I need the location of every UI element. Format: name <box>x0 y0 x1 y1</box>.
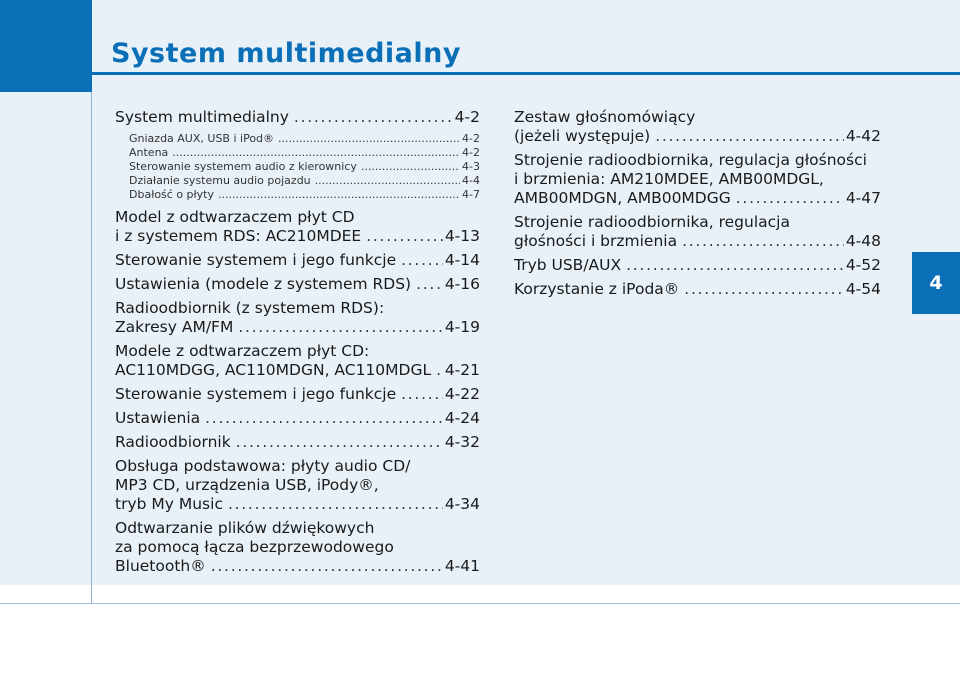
toc-entry-text: Radioodbiornik <box>115 433 231 451</box>
toc-entry-text: Radioodbiornik (z systemem RDS): <box>115 299 385 317</box>
toc-subentry[interactable] <box>129 146 480 160</box>
toc-page-number: 4-7 <box>462 188 480 201</box>
toc-leader-dots <box>436 361 443 380</box>
toc-subentry-text: Dbałość o płyty <box>129 188 214 201</box>
toc-entry-line <box>115 538 480 557</box>
toc-entry[interactable] <box>115 519 480 576</box>
toc-page-number: 4-16 <box>444 275 480 293</box>
toc-entry[interactable] <box>514 280 881 299</box>
toc-entry-line <box>514 127 881 146</box>
toc-entry[interactable] <box>514 108 881 146</box>
toc-page-number: 4-54 <box>845 280 881 298</box>
toc-page-number: 4-14 <box>444 251 480 269</box>
toc-leader-dots <box>315 174 460 188</box>
toc-leader-dots <box>278 132 460 146</box>
toc-entry-line <box>115 299 480 318</box>
toc-leader-dots <box>236 433 443 452</box>
toc-entry-text: za pomocą łącza bezprzewodowego <box>115 538 394 556</box>
toc-entry-text: Bluetooth® <box>115 557 206 575</box>
toc-leader-dots <box>205 409 443 428</box>
toc-entry-text: Sterowanie systemem i jego funkcje <box>115 251 397 269</box>
toc-leader-dots <box>366 227 443 246</box>
toc-leader-dots <box>401 251 443 270</box>
toc-entry-line <box>115 457 480 476</box>
toc-entry[interactable] <box>115 409 480 428</box>
toc-entry-line <box>514 213 881 232</box>
toc-page-number: 4-19 <box>444 318 480 336</box>
toc-entry-line <box>115 318 480 337</box>
toc-entry-text: Obsługa podstawowa: płyty audio CD/ <box>115 457 411 475</box>
toc-entry-text: Odtwarzanie plików dźwiękowych <box>115 519 375 537</box>
toc-page-number: 4-24 <box>444 409 480 427</box>
toc-entry-line <box>115 108 480 127</box>
toc-leader-dots <box>684 280 844 299</box>
toc-subentry[interactable] <box>129 174 480 188</box>
toc-subentry[interactable] <box>129 188 480 202</box>
title-underline <box>92 72 960 75</box>
toc-entry-line <box>115 361 480 380</box>
toc-entry-text: tryb My Music <box>115 495 223 513</box>
toc-subentries <box>129 132 480 202</box>
toc-leader-dots <box>218 188 460 202</box>
toc-leader-dots <box>736 189 844 208</box>
toc-entry-line <box>115 557 480 576</box>
toc-entry[interactable] <box>115 433 480 452</box>
toc-subentry-text: Działanie systemu audio pojazdu <box>129 174 311 187</box>
toc-page-number: 4-32 <box>444 433 480 451</box>
toc-entry-text: głośności i brzmienia <box>514 232 678 250</box>
toc-entry[interactable] <box>115 299 480 337</box>
toc-entry[interactable] <box>115 275 480 294</box>
toc-entry-line <box>115 409 480 428</box>
toc-entry-text: System multimedialny <box>115 108 289 126</box>
toc-entry-line <box>115 495 480 514</box>
toc-subentry-text: Antena <box>129 146 169 159</box>
toc-leader-dots <box>416 275 443 294</box>
toc-entry[interactable] <box>514 213 881 251</box>
toc-entry-text: MP3 CD, urządzenia USB, iPody®, <box>115 476 379 494</box>
toc-subentry[interactable] <box>129 132 480 146</box>
toc-left-column <box>115 108 480 581</box>
toc-page-number: 4-13 <box>444 227 480 245</box>
toc-entry[interactable] <box>115 342 480 380</box>
toc-entry-text: Ustawienia (modele z systemem RDS) <box>115 275 412 293</box>
toc-entry-text: i brzmienia: AM210MDEE, AMB00MDGL, <box>514 170 824 188</box>
toc-entry-line <box>514 170 881 189</box>
toc-entry-line <box>514 232 881 251</box>
toc-entry-line <box>115 433 480 452</box>
toc-entry-text: Model z odtwarzaczem płyt CD <box>115 208 355 226</box>
toc-entry-text: Zakresy AM/FM <box>115 318 234 336</box>
toc-entry-line <box>514 151 881 170</box>
toc-entry[interactable] <box>514 151 881 208</box>
toc-entry-line <box>115 251 480 270</box>
toc-page-number: 4-2 <box>462 146 480 159</box>
toc-right-column <box>514 108 881 304</box>
toc-subentry[interactable] <box>129 160 480 174</box>
toc-entry[interactable] <box>115 251 480 270</box>
toc-page-number: 4-2 <box>462 132 480 145</box>
toc-page-number: 4-21 <box>444 361 480 379</box>
toc-entry-text: Strojenie radioodbiornika, regulacja głośności <box>514 151 867 169</box>
toc-page-number: 4-47 <box>845 189 881 207</box>
toc-entry-text: AMB00MDGN, AMB00MDGG <box>514 189 731 207</box>
toc-entry-text: i z systemem RDS: AC210MDEE <box>115 227 362 245</box>
toc-entry[interactable] <box>115 208 480 246</box>
toc-entry-line <box>514 108 881 127</box>
toc-leader-dots <box>655 127 844 146</box>
toc-entry-line <box>514 280 881 299</box>
toc-subentry-text: Sterowanie systemem audio z kierownicy <box>129 160 357 173</box>
toc-entry[interactable] <box>115 108 480 127</box>
toc-entry-line <box>115 385 480 404</box>
left-margin-rule <box>91 92 92 604</box>
toc-entry-line <box>115 275 480 294</box>
toc-entry-line <box>115 208 480 227</box>
toc-entry-text: Tryb USB/AUX <box>514 256 622 274</box>
toc-entry[interactable] <box>514 256 881 275</box>
toc-entry-text: Zestaw głośnomówiący <box>514 108 696 126</box>
toc-page-number: 4-42 <box>845 127 881 145</box>
toc-entry-text: AC110MDGG, AC110MDGN, AC110MDGL <box>115 361 432 379</box>
toc-entry-line <box>115 342 480 361</box>
toc-leader-dots <box>401 385 443 404</box>
chapter-tab[interactable]: 4 <box>912 252 960 314</box>
toc-entry-line <box>115 519 480 538</box>
toc-leader-dots <box>294 108 453 127</box>
toc-page-number: 4-52 <box>845 256 881 274</box>
toc-entry-text: Sterowanie systemem i jego funkcje <box>115 385 397 403</box>
toc-page-number: 4-2 <box>454 108 480 126</box>
page-title: System multimedialny <box>111 38 461 69</box>
toc-page-number: 4-34 <box>444 495 480 513</box>
toc-page-number: 4-48 <box>845 232 881 250</box>
toc-entry-text: Korzystanie z iPoda® <box>514 280 680 298</box>
toc-entry[interactable] <box>115 385 480 404</box>
toc-leader-dots <box>626 256 844 275</box>
toc-entry-text: Ustawienia <box>115 409 201 427</box>
toc-leader-dots <box>682 232 844 251</box>
toc-entry-line <box>115 476 480 495</box>
toc-entry-line <box>514 256 881 275</box>
toc-leader-dots <box>172 146 460 160</box>
toc-entry-text: Strojenie radioodbiornika, regulacja <box>514 213 790 231</box>
toc-entry-line <box>514 189 881 208</box>
toc-page-number: 4-3 <box>462 160 480 173</box>
toc-leader-dots <box>361 160 460 174</box>
toc-page-number: 4-4 <box>462 174 480 187</box>
toc-leader-dots <box>238 318 442 337</box>
toc-entry[interactable] <box>115 457 480 514</box>
toc-entry-text: (jeżeli występuje) <box>514 127 651 145</box>
toc-subentry-text: Gniazda AUX, USB i iPod® <box>129 132 275 145</box>
toc-entry-line <box>115 227 480 246</box>
toc-leader-dots <box>228 495 443 514</box>
toc-entry-text: Modele z odtwarzaczem płyt CD: <box>115 342 370 360</box>
corner-color-block <box>0 0 92 92</box>
bottom-rule <box>0 603 960 604</box>
toc-page-number: 4-41 <box>444 557 480 575</box>
toc-leader-dots <box>211 557 443 576</box>
toc-page-number: 4-22 <box>444 385 480 403</box>
